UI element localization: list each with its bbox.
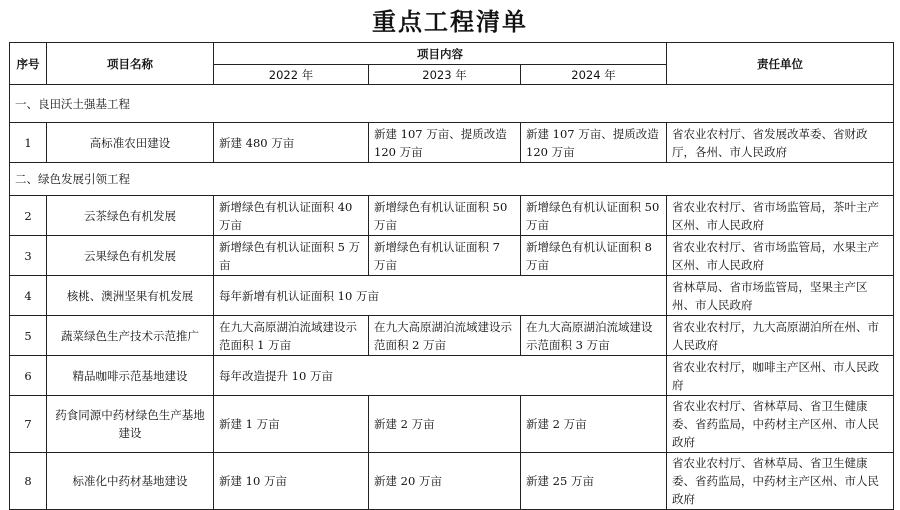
row-seq: 1 xyxy=(10,123,47,163)
table-row xyxy=(10,123,894,163)
row-name: 药食同源中药材绿色生产基地建设 xyxy=(47,396,214,453)
row-2023: 在九大高原湖泊流域建设示范面积 2 万亩 xyxy=(369,316,521,356)
row-2023: 新增绿色有机认证面积 7 万亩 xyxy=(369,236,521,276)
row-unit: 省林草局、省市场监管局，坚果主产区州、市人民政府 xyxy=(667,276,894,316)
row-seq: 7 xyxy=(10,396,47,453)
row-name: 蔬菜绿色生产技术示范推广 xyxy=(47,316,214,356)
project-table xyxy=(9,42,894,510)
row-content-merged: 每年新增有机认证面积 10 万亩 xyxy=(214,276,667,316)
header-name: 项目名称 xyxy=(47,43,214,85)
row-name: 高标准农田建设 xyxy=(47,123,214,163)
table-row xyxy=(10,453,894,510)
row-seq: 8 xyxy=(10,453,47,510)
row-unit: 省农业农村厅、省发展改革委、省财政厅，各州、市人民政府 xyxy=(667,123,894,163)
row-seq: 3 xyxy=(10,236,47,276)
row-unit: 省农业农村厅，九大高原湖泊所在州、市人民政府 xyxy=(667,316,894,356)
row-2022: 新增绿色有机认证面积 5 万亩 xyxy=(214,236,369,276)
header-unit: 责任单位 xyxy=(667,43,894,85)
header-seq: 序号 xyxy=(10,43,47,85)
row-content-merged: 每年改造提升 10 万亩 xyxy=(214,356,667,396)
row-2023: 新建 2 万亩 xyxy=(369,396,521,453)
header-2024: 2024 年 xyxy=(521,65,667,85)
row-name: 云果绿色有机发展 xyxy=(47,236,214,276)
row-seq: 2 xyxy=(10,196,47,236)
row-2023: 新增绿色有机认证面积 50 万亩 xyxy=(369,196,521,236)
table-row xyxy=(10,276,894,316)
row-2023: 新建 107 万亩、提质改造 120 万亩 xyxy=(369,123,521,163)
header-content: 项目内容 xyxy=(214,43,667,65)
row-2024: 在九大高原湖泊流域建设示范面积 3 万亩 xyxy=(521,316,667,356)
row-seq: 4 xyxy=(10,276,47,316)
row-2024: 新建 25 万亩 xyxy=(521,453,667,510)
table-row xyxy=(10,236,894,276)
row-2022: 新建 480 万亩 xyxy=(214,123,369,163)
row-2024: 新建 107 万亩、提质改造 120 万亩 xyxy=(521,123,667,163)
row-seq: 5 xyxy=(10,316,47,356)
row-name: 云茶绿色有机发展 xyxy=(47,196,214,236)
header-2023: 2023 年 xyxy=(369,65,521,85)
section-header: 二、绿色发展引领工程 xyxy=(10,163,894,196)
row-unit: 省农业农村厅、省市场监管局，茶叶主产区州、市人民政府 xyxy=(667,196,894,236)
row-2022: 新建 10 万亩 xyxy=(214,453,369,510)
table-row xyxy=(10,316,894,356)
row-2022: 在九大高原湖泊流域建设示范面积 1 万亩 xyxy=(214,316,369,356)
page-title: 重点工程清单 xyxy=(372,8,528,36)
table-row xyxy=(10,196,894,236)
header-2022: 2022 年 xyxy=(214,65,369,85)
row-seq: 6 xyxy=(10,356,47,396)
row-name: 标准化中药材基地建设 xyxy=(47,453,214,510)
row-2024: 新建 2 万亩 xyxy=(521,396,667,453)
row-unit: 省农业农村厅，咖啡主产区州、市人民政府 xyxy=(667,356,894,396)
row-2023: 新建 20 万亩 xyxy=(369,453,521,510)
table-row xyxy=(10,356,894,396)
row-unit: 省农业农村厅、省林草局、省卫生健康委、省药监局，中药材主产区州、市人民政府 xyxy=(667,453,894,510)
row-2022: 新增绿色有机认证面积 40 万亩 xyxy=(214,196,369,236)
row-2024: 新增绿色有机认证面积 50 万亩 xyxy=(521,196,667,236)
row-2024: 新增绿色有机认证面积 8 万亩 xyxy=(521,236,667,276)
row-unit: 省农业农村厅、省市场监管局，水果主产区州、市人民政府 xyxy=(667,236,894,276)
row-unit: 省农业农村厅、省林草局、省卫生健康委、省药监局，中药材主产区州、市人民政府 xyxy=(667,396,894,453)
row-name: 核桃、澳洲坚果有机发展 xyxy=(47,276,214,316)
table-row xyxy=(10,396,894,453)
row-name: 精品咖啡示范基地建设 xyxy=(47,356,214,396)
row-2022: 新建 1 万亩 xyxy=(214,396,369,453)
section-header: 一、良田沃土强基工程 xyxy=(10,85,894,123)
